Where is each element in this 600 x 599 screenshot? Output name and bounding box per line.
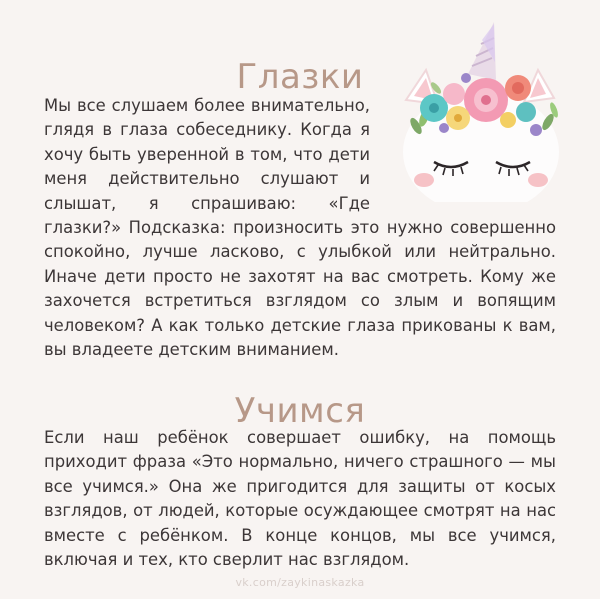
heading-uchimsya: Учимся [234,390,366,431]
watermark: vk.com/zaykinaskazka [235,576,365,589]
paragraph-glazki [44,94,556,362]
paragraph-uchimsya: Если наш ребёнок совершает ошибку, на помощь приходит фраза «Это нормально, ничего страшного — мы все учимся.» Она же пригодится для защиты от косых взглядов, от людей, которые осуждающее смотрят на нас вместе с ребёнком. В конце концов, мы все учимся, включая и тех, кто сверлит нас взглядом. [44,428,556,570]
paragraph-glazki-text: Мы все слушаем более внимательно, глядя в глаза собеседнику. Когда я хочу быть уверенной в том, что дети меня действительно слушают и слышат, я спрашиваю: «Где глазки?» Подсказка: произносить это нужно совершенно спокойно, лучше ласково, с улыбкой или нейтрально. Иначе дети просто не захотят на вас смотреть. Кому же захочется встретиться взглядом со злым и вопящим человеком? А как только детские глаза прикованы к вам, вы владеете детским вниманием. [44,96,556,360]
illustration-wrap-space [376,94,556,214]
heading-glazki: Глазки [236,56,364,97]
